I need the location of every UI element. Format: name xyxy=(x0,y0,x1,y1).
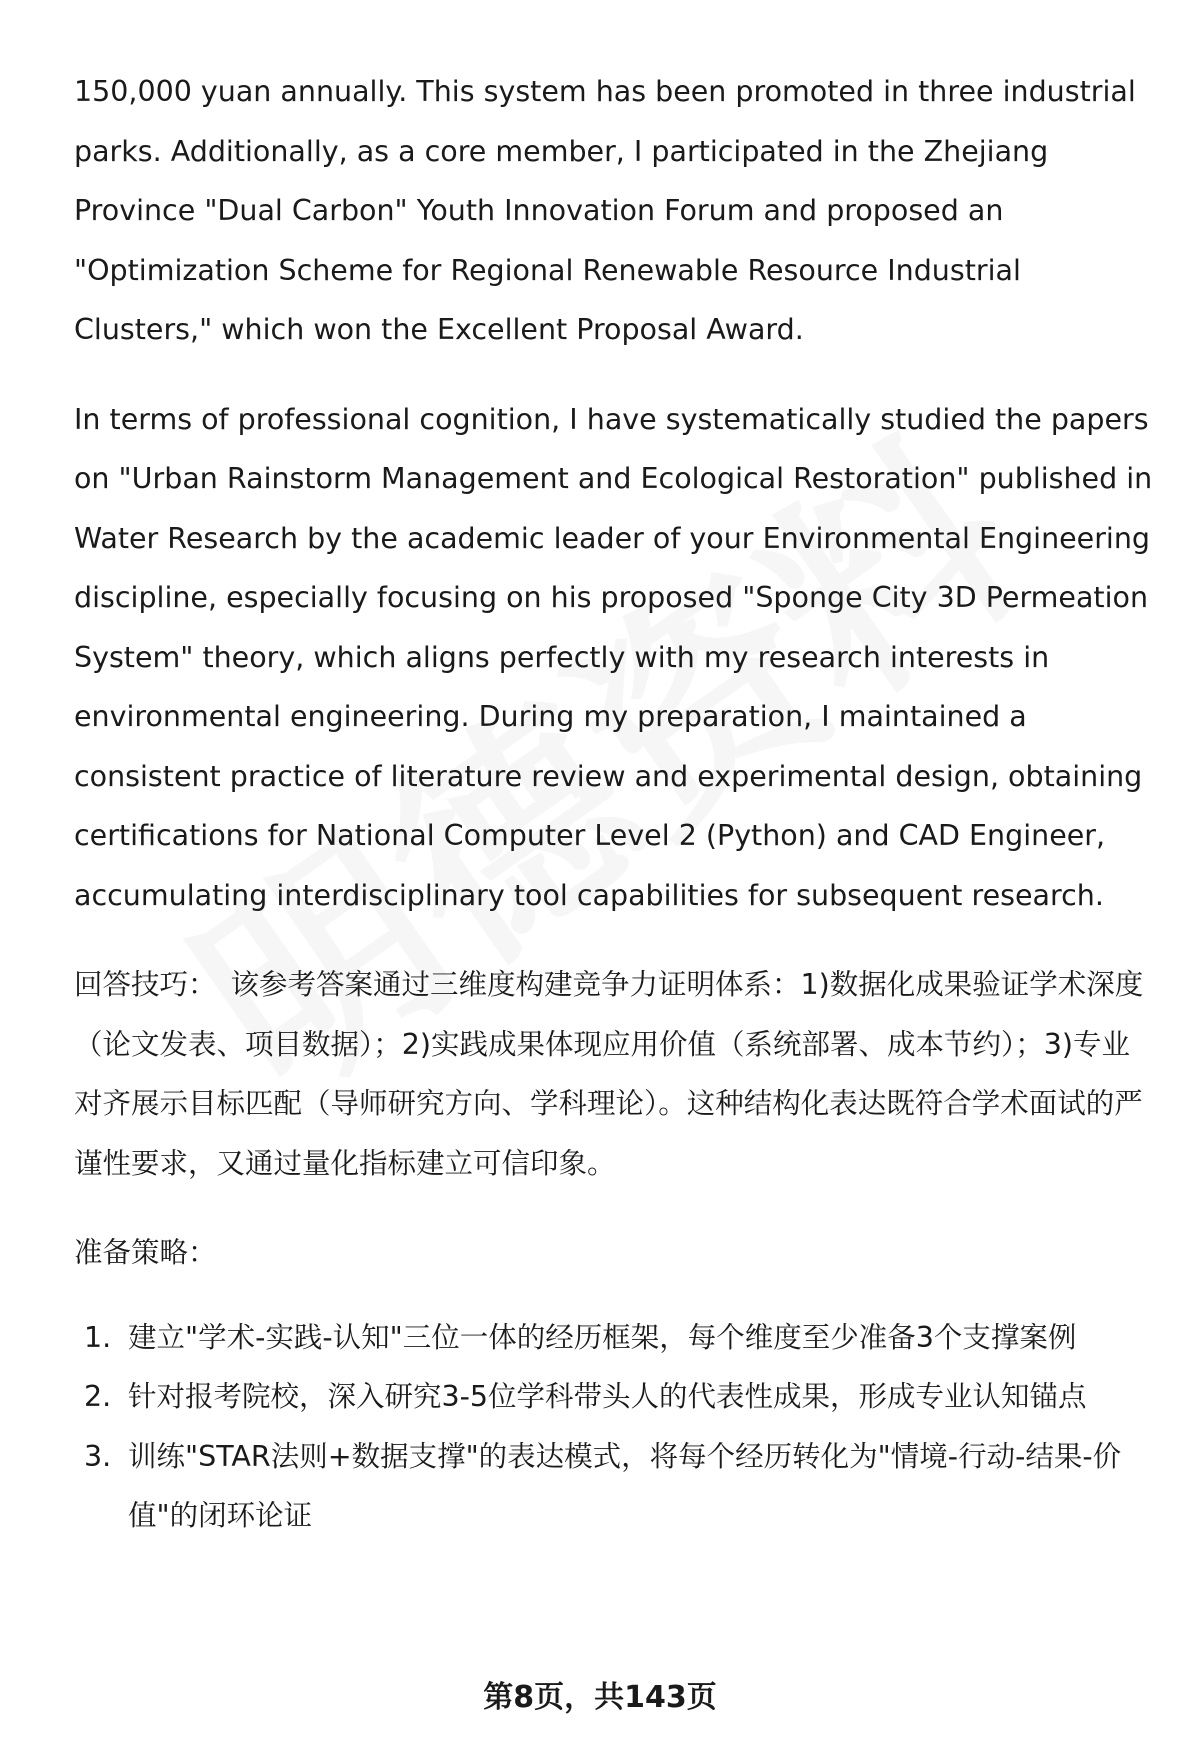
list-item-text: 针对报考院校，深入研究3-5位学科带头人的代表性成果，形成专业认知锚点 xyxy=(128,1380,1087,1413)
paragraph-achievements: 150,000 yuan annually. This system has been promoted in three industrial parks. Additionally, as a core member, I participated in the Zhejiang Province "Dual Carbon" Youth Innovation Forum and proposed an "Optimization Scheme for Regional Renewable Resource Industrial Clusters," which won the Excellent Proposal Award. xyxy=(74,75,1136,346)
list-item-text: 训练"STAR法则+数据支撑"的表达模式，将每个经历转化为"情境-行动-结果-价值"的闭环论证 xyxy=(128,1439,1122,1532)
document-body xyxy=(74,62,1154,1546)
list-item xyxy=(74,1367,1154,1427)
answer-tip-text: 该参考答案通过三维度构建竞争力证明体系：1)数据化成果验证学术深度（论文发表、项目数据）；2)实践成果体现应用价值（系统部署、成本节约）；3)专业对齐展示目标匹配（导师研究方向、学科理论）。这种结构化表达既符合学术面试的严谨性要求，又通过量化指标建立可信印象。 xyxy=(74,968,1144,1180)
list-item-text: 建立"学术-实践-认知"三位一体的经历框架，每个维度至少准备3个支撑案例 xyxy=(128,1320,1077,1354)
list-item-number: 2. xyxy=(84,1380,112,1413)
list-item-number: 3. xyxy=(84,1439,112,1473)
strategy-heading: 准备策略： xyxy=(74,1236,217,1269)
answer-tip-label: 回答技巧： xyxy=(74,968,217,1001)
list-item-number: 1. xyxy=(84,1320,112,1354)
paragraph-professional-cognition: In terms of professional cognition, I have systematically studied the papers on "Urban Rainstorm Management and Ecological Restoration" published in Water Research by the academic leader of your Environmental Engineering discipline, especially focusing on his proposed "Sponge City 3D Permeation System" theory, which aligns perfectly with my research interests in environmental engineering. During my preparation, I maintained a consistent practice of literature review and experimental design, obtaining certifications for National Computer Level 2 (Python) and CAD Engineer, accumulating interdisciplinary tool capabilities for subsequent research. xyxy=(74,402,1153,912)
answer-tip xyxy=(74,955,1154,1193)
page-number: 第8页，共143页 xyxy=(483,1680,717,1715)
list-item xyxy=(74,1427,1154,1546)
list-item xyxy=(74,1308,1154,1368)
strategy-list xyxy=(74,1308,1154,1546)
